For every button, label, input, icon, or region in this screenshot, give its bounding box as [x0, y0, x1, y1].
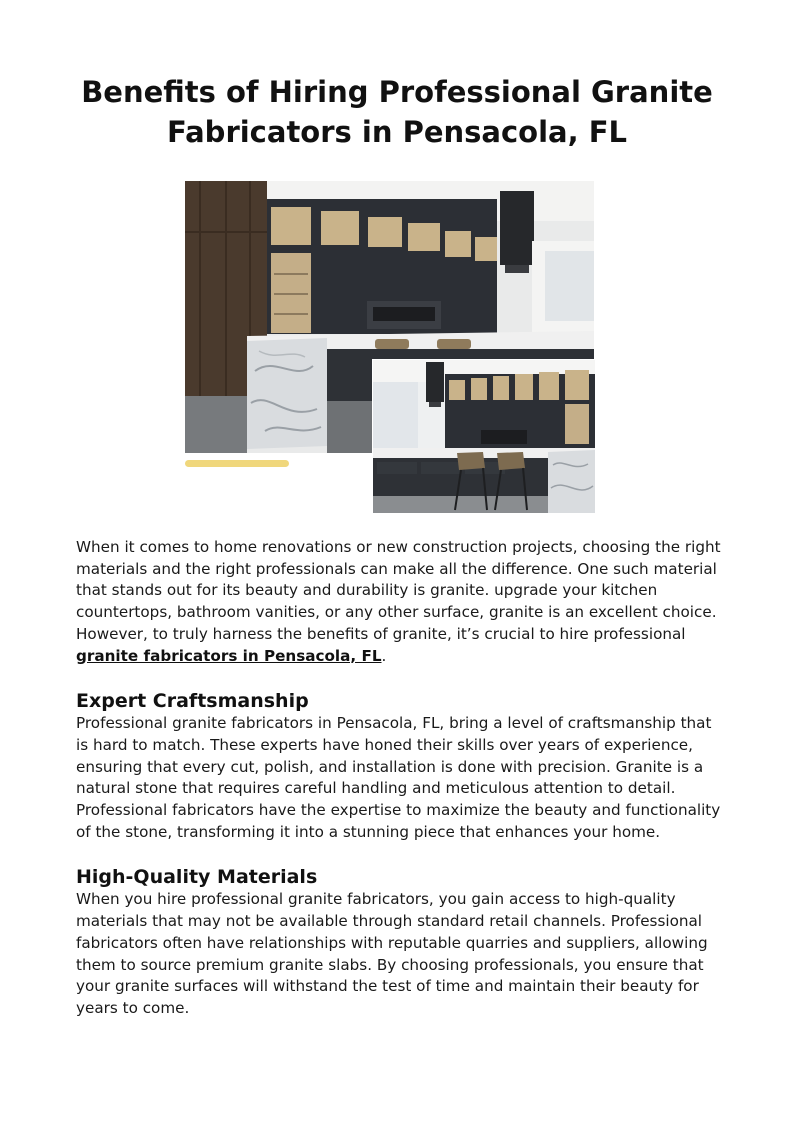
section-body: Professional granite fabricators in Pensacola, FL, bring a level of craftsmanship that is hard to match. These experts have honed their skills over years of experience, ensuring that every cut, polish, and installation is done with precision. Granite is a natural stone that requires careful handling and meticulous attention to detail. Professional fabricators have the expertise to maximize the beauty and functionality of the stone, transforming it into a stunning piece that enhances your home.	[76, 714, 721, 841]
intro-text: When it comes to home renovations or new construction projects, choosing the right materials and the right professionals can make all the difference. One such material that stands out for its beauty and durability is granite. upgrade your kitchen countertops, bathroom vanities, or any other surface, granite is an excellent choice. However, to truly harness the benefits of granite, it’s crucial to hire professional	[76, 538, 721, 643]
section-body: When you hire professional granite fabricators, you gain access to high-quality materials that may not be available through standard retail channels. Professional fabricators often have relationships with reputable quarries and suppliers, allowing them to source premium granite slabs. By choosing professionals, you ensure that your granite surfaces will withstand the test of time and maintain their beauty for years to come.	[76, 890, 708, 1017]
kitchen-island-photo	[372, 359, 595, 513]
section-heading: High-Quality Materials	[76, 866, 318, 889]
page-title: Benefits of Hiring Professional Granite Fabricators in Pensacola, FL	[81, 75, 713, 149]
hero-images	[185, 181, 594, 512]
article-body	[76, 537, 726, 1020]
granite-fabricators-link[interactable]: granite fabricators in Pensacola, FL	[76, 646, 382, 665]
accent-bar	[185, 460, 289, 467]
intro-text-end: .	[381, 646, 387, 665]
section-heading: Expert Craftsmanship	[76, 690, 309, 713]
intro-paragraph	[76, 537, 726, 667]
